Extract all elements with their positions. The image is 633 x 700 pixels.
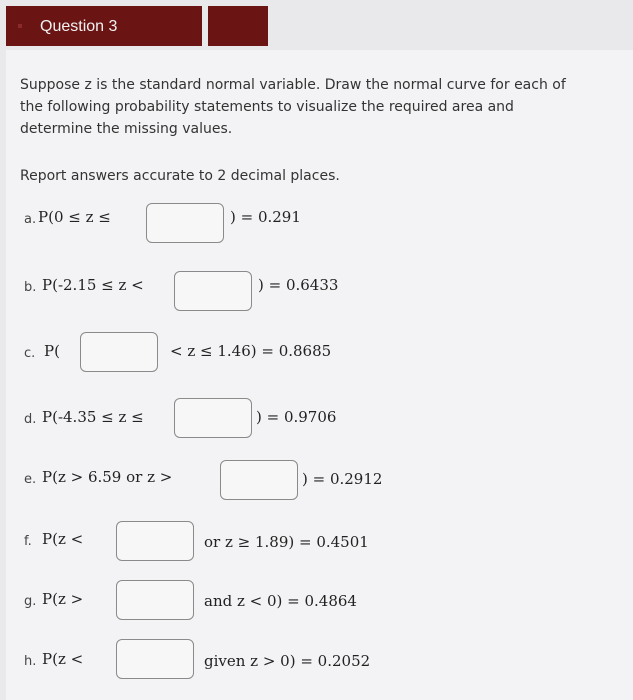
- answer-field-f[interactable]: [116, 521, 194, 561]
- item-b-right-text: ) = 0.6433: [258, 276, 339, 294]
- header-bar: [0, 0, 633, 50]
- answer-field-h[interactable]: [116, 639, 194, 679]
- item-label-a: a.: [24, 212, 37, 227]
- item-e-left-text: P(z > 6.59 or z >: [42, 468, 173, 486]
- question-tab[interactable]: [6, 6, 202, 46]
- answer-field-g[interactable]: [116, 580, 194, 620]
- item-b-left-text: P(-2.15 ≤ z <: [42, 276, 144, 294]
- item-d-left-text: P(-4.35 ≤ z ≤: [42, 408, 144, 426]
- item-h-left-text: P(z <: [42, 650, 84, 668]
- item-label-e: e.: [24, 472, 37, 487]
- item-e-right-text: ) = 0.2912: [302, 470, 383, 488]
- item-c-right-text: < z ≤ 1.46) = 0.8685: [170, 342, 332, 360]
- item-label-h: h.: [24, 654, 37, 669]
- answer-field-c[interactable]: [80, 332, 158, 372]
- item-c-left-text: P(: [44, 342, 60, 360]
- item-f-left-text: P(z <: [42, 530, 84, 548]
- rounding-instruction: Report answers accurate to 2 decimal places.: [20, 168, 340, 184]
- question-title: Question 3: [40, 18, 118, 35]
- item-a-left-text: P(0 ≤ z ≤: [38, 208, 111, 226]
- item-g-right-text: and z < 0) = 0.4864: [204, 592, 357, 610]
- answer-field-a[interactable]: [146, 203, 224, 243]
- item-g-left-text: P(z >: [42, 590, 84, 608]
- answer-field-b[interactable]: [174, 271, 252, 311]
- tab-marker: [18, 24, 22, 28]
- answer-field-e[interactable]: [220, 460, 298, 500]
- item-label-c: c.: [24, 346, 36, 361]
- item-label-f: f.: [24, 534, 32, 549]
- item-d-right-text: ) = 0.9706: [256, 408, 337, 426]
- answer-field-d[interactable]: [174, 398, 252, 438]
- secondary-tab[interactable]: [208, 6, 268, 46]
- item-f-right-text: or z ≥ 1.89) = 0.4501: [204, 533, 369, 551]
- item-a-right-text: ) = 0.291: [230, 208, 301, 226]
- question-panel: [6, 50, 633, 700]
- item-label-b: b.: [24, 280, 37, 295]
- item-h-right-text: given z > 0) = 0.2052: [204, 652, 371, 670]
- item-label-d: d.: [24, 412, 37, 427]
- question-text: Suppose z is the standard normal variable. Draw the normal curve for each of the following probability statements to visualize the required area and determine the missing values.: [20, 77, 566, 137]
- item-label-g: g.: [24, 594, 37, 609]
